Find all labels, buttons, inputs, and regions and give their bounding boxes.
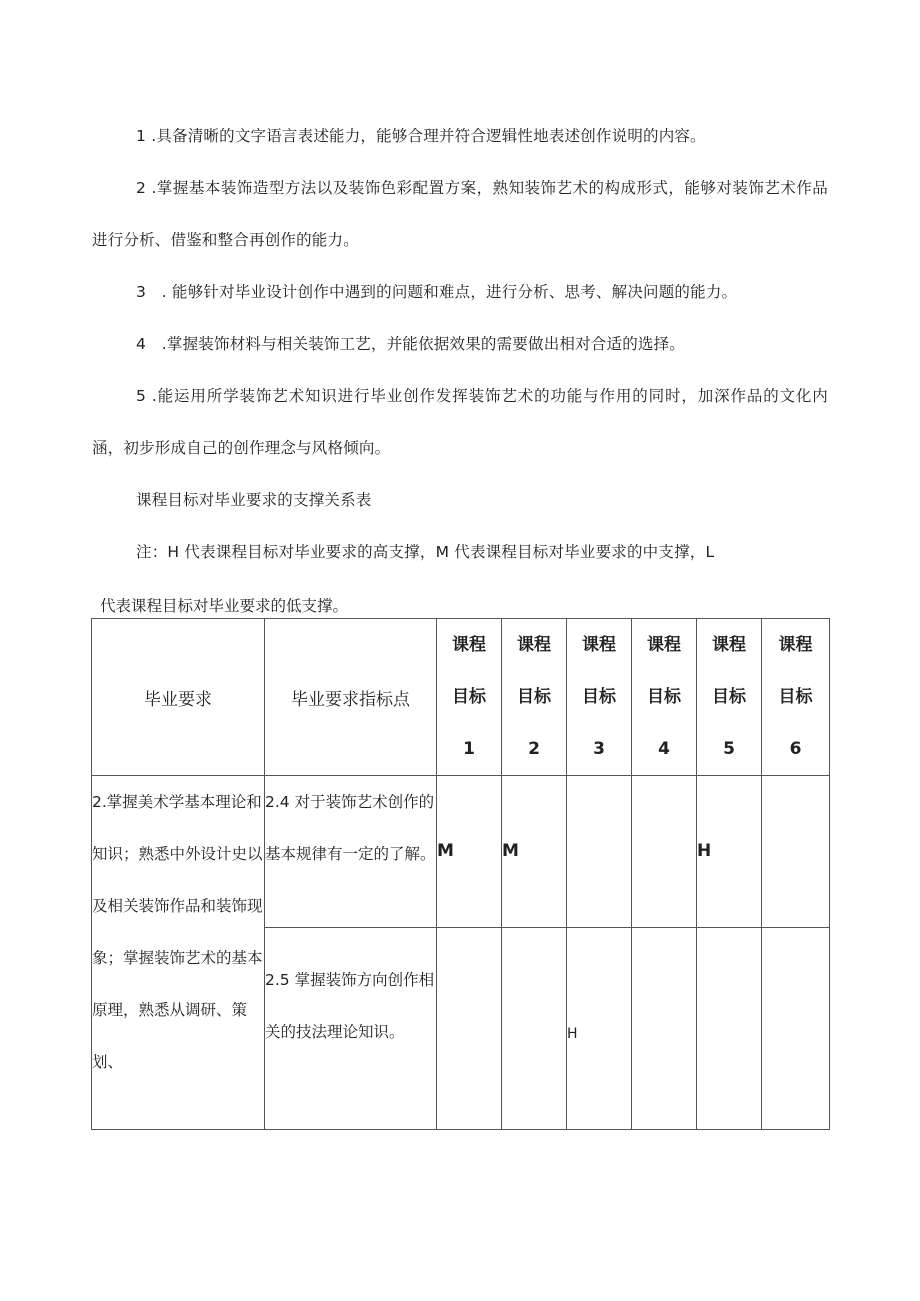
table-header-row [92, 619, 830, 776]
note-line-1: 注：H 代表课程目标对毕业要求的高支撑，M 代表课程目标对毕业要求的中支撑，L [136, 543, 715, 561]
header-goal-6 [762, 619, 830, 776]
goal-4-line1: 课程 [647, 635, 681, 655]
mark-cell [502, 928, 567, 1130]
goal-1-line2: 目标 [452, 687, 486, 707]
header-goal-4 [632, 619, 697, 776]
goal-1-number: 1 [463, 739, 475, 759]
table-title: 课程目标对毕业要求的支撑关系表 [136, 491, 372, 509]
goal-4-number: 4 [658, 739, 670, 759]
header-goal-2 [502, 619, 567, 776]
indicator-cell: 2.4 对于装饰艺术创作的基本规律有一定的了解。 [265, 776, 437, 928]
mark-cell [632, 776, 697, 928]
mark-cell: M [502, 776, 567, 928]
goal-2-line1: 课程 [517, 635, 551, 655]
goal-6-line1: 课程 [778, 635, 813, 655]
goal-2-line2: 目标 [517, 687, 551, 707]
goal-6-line2: 目标 [778, 687, 813, 707]
goal-5-line1: 课程 [712, 635, 746, 655]
goal-3-line1: 课程 [582, 635, 616, 655]
header-indicator: 毕业要求指标点 [265, 619, 437, 776]
header-requirement: 毕业要求 [92, 619, 265, 776]
support-table [91, 618, 830, 1130]
mark-cell [437, 928, 502, 1130]
goal-3-number: 3 [593, 739, 605, 759]
paragraph-4: 4 .掌握装饰材料与相关装饰工艺，并能依据效果的需要做出相对合适的选择。 [136, 335, 685, 353]
header-goal-3 [567, 619, 632, 776]
mark-cell [632, 928, 697, 1130]
mark-cell [762, 776, 830, 928]
mark-cell: H [567, 928, 632, 1130]
requirement-cell: 2.掌握美术学基本理论和知识；熟悉中外设计史以及相关装饰作品和装饰现象；掌握装饰艺术的基本原理，熟悉从调研、策划、 [92, 776, 265, 1130]
mark-cell [697, 928, 762, 1130]
paragraph-1: 1 .具备清晰的文字语言表述能力，能够合理并符合逻辑性地表述创作说明的内容。 [136, 127, 706, 145]
goal-2-number: 2 [528, 739, 540, 759]
indicator-cell: 2.5 掌握装饰方向创作相关的技法理论知识。 [265, 928, 437, 1130]
paragraph-3: 3 . 能够针对毕业设计创作中遇到的问题和难点，进行分析、思考、解决问题的能力。 [136, 283, 738, 301]
header-goal-1 [437, 619, 502, 776]
note-line-2: 代表课程目标对毕业要求的低支撑。 [100, 597, 349, 615]
paragraph-2: 2 .掌握基本装饰造型方法以及装饰色彩配置方案，熟知装饰艺术的构成形式，能够对装饰艺术作品进行分析、借鉴和整合再创作的能力。 [92, 179, 828, 249]
goal-1-line1: 课程 [452, 635, 486, 655]
mark-cell [762, 928, 830, 1130]
header-goal-5 [697, 619, 762, 776]
table-row [92, 776, 830, 928]
mark-cell [567, 776, 632, 928]
paragraph-5: 5 .能运用所学装饰艺术知识进行毕业创作发挥装饰艺术的功能与作用的同时，加深作品的文化内涵，初步形成自己的创作理念与风格倾向。 [92, 387, 828, 457]
mark-cell: M [437, 776, 502, 928]
goal-5-number: 5 [723, 739, 735, 759]
mark-cell: H [697, 776, 762, 928]
goal-4-line2: 目标 [647, 687, 681, 707]
goal-6-number: 6 [789, 739, 802, 759]
goal-5-line2: 目标 [712, 687, 746, 707]
goal-3-line2: 目标 [582, 687, 616, 707]
